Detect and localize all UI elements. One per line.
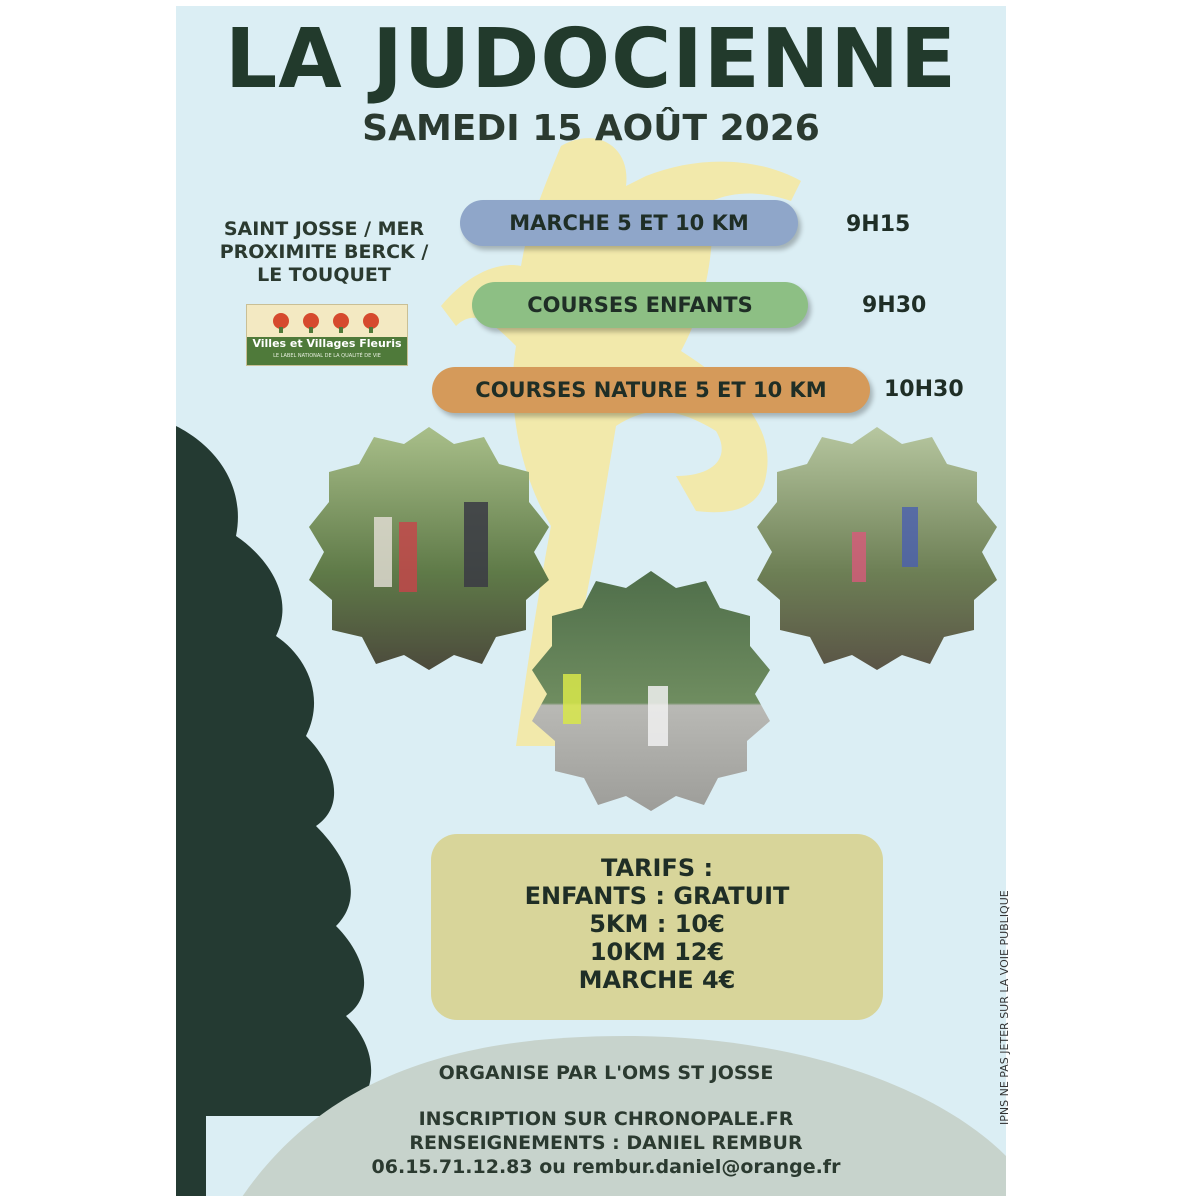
- location: [204, 218, 444, 287]
- contact: 06.15.71.12.83 ou rembur.daniel@orange.fr: [371, 1156, 841, 1178]
- tarifs-box: [431, 834, 883, 1020]
- event-title: LA JUDOCIENNE: [224, 12, 958, 107]
- tarif-line: 5KM : 10€: [589, 910, 725, 938]
- photo-runners-road: [528, 566, 774, 812]
- photo-runners-trail: [752, 422, 1002, 672]
- organizer: ORGANISE PAR L'OMS ST JOSSE: [438, 1062, 774, 1084]
- tarif-line: MARCHE 4€: [578, 966, 736, 994]
- event-pill-marche: [460, 200, 798, 246]
- side-note-text: IPNS NE PAS JETER SUR LA VOIE PUBLIQUE: [998, 890, 1011, 1125]
- event-pill-nature: [432, 367, 870, 413]
- event-time: 10H30: [884, 377, 964, 402]
- logo-tagline: LE LABEL NATIONAL DE LA QUALITÉ DE VIE: [273, 353, 381, 359]
- villes-fleuris-logo: [246, 304, 408, 366]
- event-time: 9H30: [862, 293, 927, 318]
- tarifs-heading: TARIFS :: [600, 854, 714, 882]
- tarif-line: ENFANTS : GRATUIT: [524, 882, 790, 910]
- location-line: SAINT JOSSE / MER: [223, 218, 425, 240]
- poster: [176, 6, 1006, 1196]
- event-label: COURSES NATURE 5 ET 10 KM: [475, 378, 827, 402]
- event-date: SAMEDI 15 AOÛT 2026: [362, 108, 820, 149]
- event-pill-enfants: [472, 282, 808, 328]
- four-flowers-icon: [267, 309, 387, 333]
- tarif-line: 10KM 12€: [589, 938, 725, 966]
- inscription: INSCRIPTION SUR CHRONOPALE.FR: [418, 1108, 794, 1130]
- renseignements: RENSEIGNEMENTS : DANIEL REMBUR: [409, 1132, 803, 1154]
- logo-name: Villes et Villages Fleuris: [252, 337, 402, 350]
- side-note: [998, 815, 1014, 1125]
- event-label: MARCHE 5 ET 10 KM: [509, 211, 749, 235]
- location-line: PROXIMITE BERCK /: [219, 241, 429, 263]
- event-time: 9H15: [846, 212, 911, 237]
- event-label: COURSES ENFANTS: [527, 293, 753, 317]
- photo-runners-forest: [304, 422, 554, 672]
- location-line: LE TOUQUET: [257, 264, 391, 286]
